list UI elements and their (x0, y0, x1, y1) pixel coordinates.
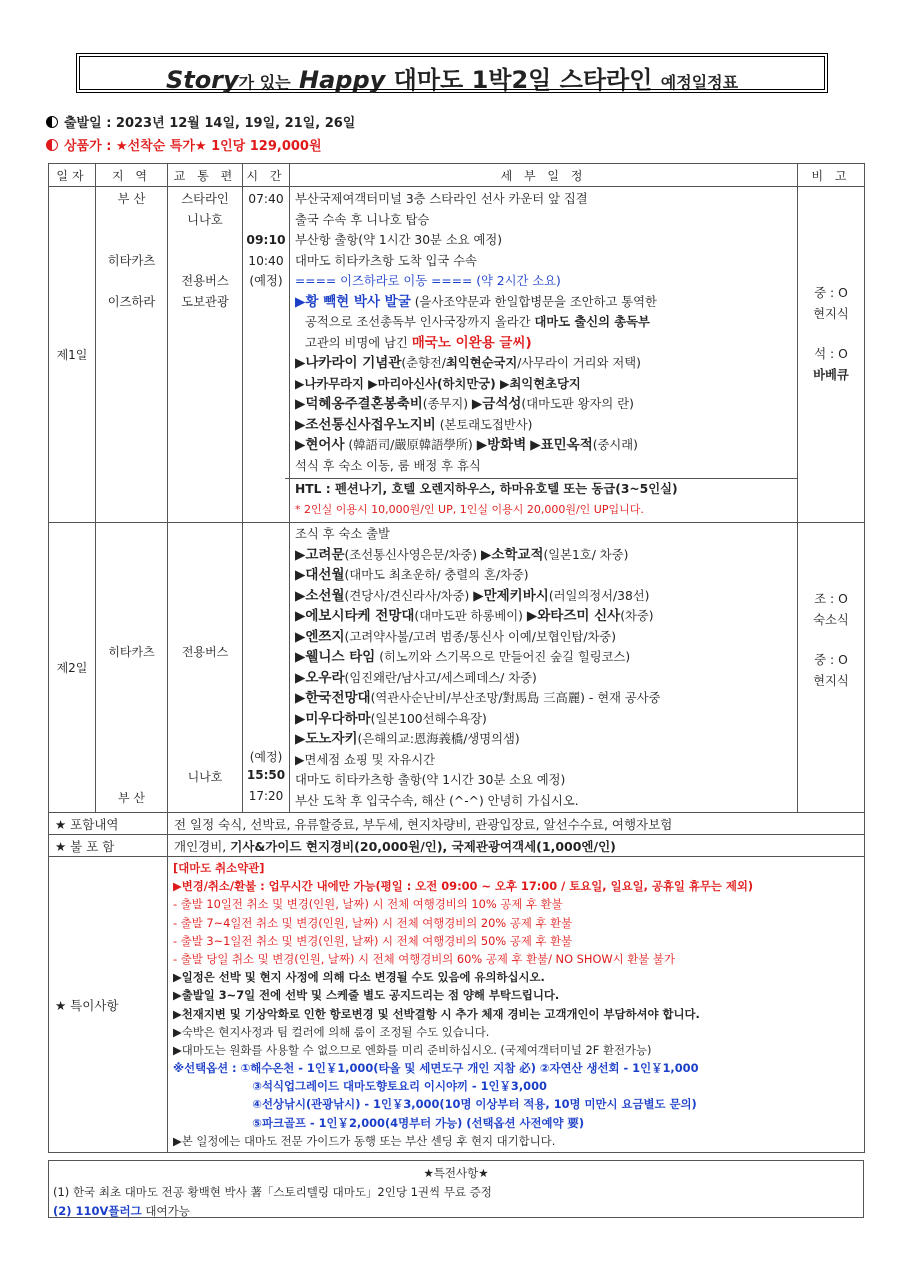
day2-regions: 히타카츠 부 산 (96, 523, 168, 813)
header-time: 시 간 (243, 164, 290, 187)
include-label: ★ 포함내역 (49, 813, 168, 835)
notes-body: [대마도 취소약관] ▶변경/취소/환불 : 업무시간 내에만 가능(평일 : 오전 09:00 ~ 오후 17:00 / 토요일, 일요일, 공휴일 휴무는 제외) - 출발 10일전 취소 및 변경(인원, 날짜) 시 전체 여행경비의 10% 공제 후 환불 - 출발 7~4일전 취소 및 변경(인원, 날짜) 시 전체 여행경비의 20% 공제 후 환불 - 출발 3~1일전 취소 및 변경(인원, 날짜) 시 전체 여행경비의 50% 공제 후 환불 - 출발 당일 취소 및 변경(인원, 날짜) 시 전체 여행경비의 60% 공제 후 환불/ NO SHOW시 환불 불가 ▶일정은 선박 및 현지 사정에 의해 다소 변경될 수도 있음에 유의하십시오. ▶출발일 3~7일 전에 선박 및 스케줄 별도 공지드리는 점 양해 부탁드립니다. ▶천재지변 및 기상악화로 인한 항로변경 및 선박결항 시 추가 체재 경비는 고객개인이 부담하셔야 합니다. ▶숙박은 현지사정과 팀 컬러에 의해 룸이 조정될 수도 있습니다. ▶대마도는 원화를 사용할 수 없으므로 엔화를 미리 준비하십시오. (국제여객터미널 2F 환전가능) ※선택옵션 : ①해수온천 - 1인￥1,000(타올 및 세면도구 개인 지참 必) ②자연산 생선회 - 1인￥1,000 ③석식업그레이드 대마도향토요리 이시야끼 - 1인￥3,000 ④선상낚시(관광낚시) - 1인￥3,000(10명 이상부터 적용, 10명 미만시 요금별도 문의) ⑤파크골프 - 1인￥2,000(4명부터 가능) (선택옵션 사전예약 要) ▶본 일정에는 대마도 전문 가이드가 동행 또는 부산 센딩 후 현지 대기합니다. (168, 857, 865, 1153)
header-region: 지 역 (96, 164, 168, 187)
day1-transport: 스타라인 니나호 전용버스 도보관광 (168, 187, 243, 523)
day1-label: 제1일 (49, 187, 96, 523)
price: 상품가 : ★선착순 특가★ 1인당 129,000원 (46, 135, 322, 154)
day2-remarks: 조 : O 숙소식 중 : O 현지식 (798, 523, 865, 813)
day1-regions: 부 산 히타카츠 이즈하라 (96, 187, 168, 523)
day1-remarks: 중 : O 현지식 석 : O 바베큐 (798, 187, 865, 523)
header-schedule: 세 부 일 정 (290, 164, 798, 187)
notes-label: ★ 특이사항 (49, 857, 168, 1153)
departure-dates: 출발일 : 2023년 12월 14일, 19일, 21일, 26일 (46, 112, 355, 131)
include-text: 전 일정 숙식, 선박료, 유류할증료, 부두세, 현지차량비, 관광입장료, 알선수수료, 여행자보험 (168, 813, 865, 835)
title-box (76, 53, 828, 93)
day2-times: (예정) 15:50 17:20 (243, 523, 290, 813)
special-item-2: (2) 110V플러그 대여가능 (53, 1204, 190, 1218)
day2-transport: 전용버스 니나호 (168, 523, 243, 813)
header-day: 일자 (49, 164, 96, 187)
exclude-text: 개인경비, 기사&가이드 현지경비(20,000원/인), 국제관광여객세(1,000엔/인) (168, 835, 865, 857)
day1-times: 07:40 09:10 10:40 (예정) (243, 187, 290, 523)
special-title: ★특전사항★ (423, 1166, 489, 1180)
special-item-1: (1) 한국 최초 대마도 전공 황백현 박사 著「스토리텔링 대마도」2인당 1권씩 무료 증정 (53, 1185, 492, 1199)
document-title: Story가 있는 Happy 대마도 1박2일 스타라인 예정일정표 (165, 66, 739, 94)
day1-schedule: 부산국제여객터미널 3층 스타라인 선사 카운터 앞 집결 출국 수속 후 니나호 탑승 부산항 출항(약 1시간 30분 소요 예정) 대마도 히타카츠항 도착 입국 수속 ==== 이즈하라로 이동 ==== (약 2시간 소요) ▶황 빽현 박사 발굴 (을사조약문과 한일합병문을 조안하고 통역한 공적으로 조선총독부 인사국장까지 올라간 대마도 출신의 총독부 고관의 비명에 남긴 매국노 이완용 글씨) ▶나카라이 기념관(춘향전/최익현순국지/사무라이 거리와 저택) ▶나카무라지 ▶마리아신사(하치만궁) ▶최익현초당지 ▶덕혜옹주결혼봉축비(종무지) ▶금석성(대마도판 왕자의 란) ▶조선통신사접우노지비 (본토래도접반사) ▶현어사 (韓語司/嚴原韓語學所) ▶방화벽 ▶표민옥적(중시래) 석식 후 숙소 이동, 룸 배정 후 휴식 HTL : 펜션나기, 호텔 오렌지하우스, 하마유호텔 또는 동급(3~5인실) * 2인실 이용시 10,000원/인 UP, 1인실 이용시 20,000원/인 UP입니다. (290, 187, 798, 523)
half-circle-icon (46, 139, 58, 151)
header-remark: 비 고 (798, 164, 865, 187)
special-benefits (48, 1160, 864, 1218)
header-transport: 교 통 편 (168, 164, 243, 187)
half-circle-icon (46, 116, 58, 128)
itinerary-table (48, 163, 865, 1153)
day2-schedule: 조식 후 숙소 출발 ▶고려문(조선통신사영은문/차중) ▶소학교적(일본1호/ 차중) ▶대선월(대마도 최초운하/ 충렬의 혼/차중) ▶소선월(견당사/견신라사/차중) ▶만제키바시(러일의정서/38선) ▶에보시타케 전망대(대마도판 하롱베이) ▶와타즈미 신사(차중) ▶엔쯔지(고려약사불/고려 범종/통신사 이예/보협인탑/차중) ▶웰니스 타임 (히노끼와 스기목으로 만들어진 숲길 힐링코스) ▶오우라(임진왜란/남사고/세스페데스/ 차중) ▶한국전망대(역관사순난비/부산조망/對馬島 三高麗) - 현재 공사중 ▶미우다하마(일본100선해수욕장) ▶도노자키(은해의교:恩海義橋/생명의샘) ▶면세점 쇼핑 및 자유시간 대마도 히타카츠항 출항(약 1시간 30분 소요 예정) 부산 도착 후 입국수속, 해산 (^-^) 안녕히 가십시오. (290, 523, 798, 813)
exclude-label: ★ 불 포 함 (49, 835, 168, 857)
day2-label: 제2일 (49, 523, 96, 813)
